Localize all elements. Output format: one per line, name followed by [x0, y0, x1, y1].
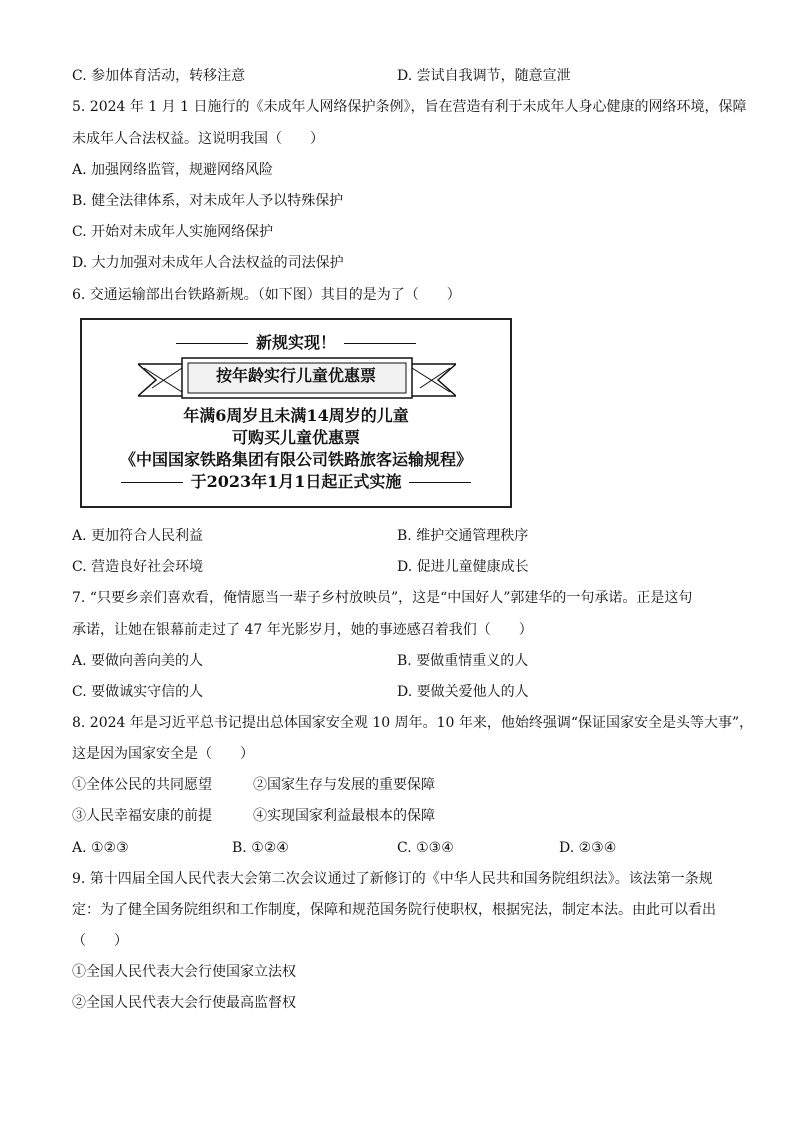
- q6-option-b: B. 维护交通管理秩序: [397, 528, 529, 544]
- q5-option-d: D. 大力加强对未成年人合法权益的司法保护: [72, 255, 344, 271]
- q8-option-a: A. ①②③: [72, 840, 129, 856]
- railway-notice-figure: [80, 318, 512, 508]
- q7-stem-line2: 承诺，让她在银幕前走过了 47 年光影岁月，她的事迹感召着我们（ ）: [72, 622, 533, 638]
- q9-stem-line3: （ ）: [72, 933, 128, 949]
- title-rule-right: [344, 343, 416, 344]
- q5-option-c: C. 开始对未成年人实施网络保护: [72, 224, 274, 240]
- notice-title: 新规实现！: [255, 333, 336, 352]
- q7-option-a: A. 要做向善向美的人: [72, 653, 204, 669]
- q7-option-c: C. 要做诚实守信的人: [72, 684, 204, 700]
- q9-item1: ①全国人民代表大会行使国家立法权: [72, 964, 296, 980]
- q4-option-d: D. 尝试自我调节，随意宣泄: [397, 68, 571, 84]
- q5-option-a: A. 加强网络监管，规避网络风险: [72, 162, 274, 178]
- notice-line1: 年满6周岁且未满14周岁的儿童: [183, 406, 409, 425]
- q7-option-b: B. 要做重情重义的人: [397, 653, 529, 669]
- q8-item4: ④实现国家利益最根本的保障: [253, 808, 435, 824]
- notice-line3: 《中国国家铁路集团有限公司铁路旅客运输规程》: [119, 450, 472, 469]
- q8-item3: ③人民幸福安康的前提: [72, 808, 212, 824]
- q9-stem-line1: 9. 第十四届全国人民代表大会第二次会议通过了新修订的《中华人民共和国务院组织法》。该法第一条规: [72, 871, 713, 887]
- q9-item2: ②全国人民代表大会行使最高监督权: [72, 995, 296, 1011]
- notice-title-row: [82, 330, 510, 353]
- q8-item1: ①全体公民的共同愿望: [72, 777, 212, 793]
- title-rule-left: [176, 343, 248, 344]
- q8-item2: ②国家生存与发展的重要保障: [253, 777, 435, 793]
- q5-stem-line2: 未成年人合法权益。这说明我国（ ）: [72, 131, 324, 147]
- notice-line4-row: [82, 472, 510, 492]
- banner-text: 按年龄实行儿童优惠票: [215, 366, 376, 385]
- q4-option-c: C. 参加体育活动，转移注意: [72, 68, 246, 84]
- bottom-rule-right: [409, 482, 471, 483]
- bottom-rule-left: [121, 482, 183, 483]
- q8-stem-line1: 8. 2024 年是习近平总书记提出总体国家安全观 10 周年。10 年来，他始终强调“保证国家安全是头等大事”，: [72, 715, 754, 731]
- notice-line4: 于2023年1月1日起正式实施: [190, 472, 402, 491]
- q6-option-a: A. 更加符合人民利益: [72, 528, 204, 544]
- q8-option-c: C. ①③④: [397, 840, 454, 856]
- q5-stem-line1: 5. 2024 年 1 月 1 日施行的《未成年人网络保护条例》，旨在营造有利于未成年人身心健康的网络环境，保障: [72, 99, 747, 115]
- q6-option-d: D. 促进儿童健康成长: [397, 559, 529, 575]
- q7-stem-line1: 7. “只要乡亲们喜欢看，俺情愿当一辈子乡村放映员”，这是“中国好人”郭建华的一句承诺。正是这句: [72, 590, 693, 606]
- q9-stem-line2: 定：为了健全国务院组织和工作制度，保障和规范国务院行使职权，根据宪法，制定本法。由此可以看出: [72, 902, 716, 918]
- q6-option-c: C. 营造良好社会环境: [72, 559, 204, 575]
- q8-option-b: B. ①②④: [232, 840, 289, 856]
- q6-stem: 6. 交通运输部出台铁路新规。（如下图）其目的是为了（ ）: [72, 287, 461, 303]
- q7-option-d: D. 要做关爱他人的人: [397, 684, 529, 700]
- q5-option-b: B. 健全法律体系，对未成年人予以特殊保护: [72, 193, 344, 209]
- q8-option-d: D. ②③④: [559, 840, 617, 856]
- notice-line2: 可购买儿童优惠票: [231, 428, 360, 447]
- q8-stem-line2: 这是因为国家安全是（ ）: [72, 746, 254, 762]
